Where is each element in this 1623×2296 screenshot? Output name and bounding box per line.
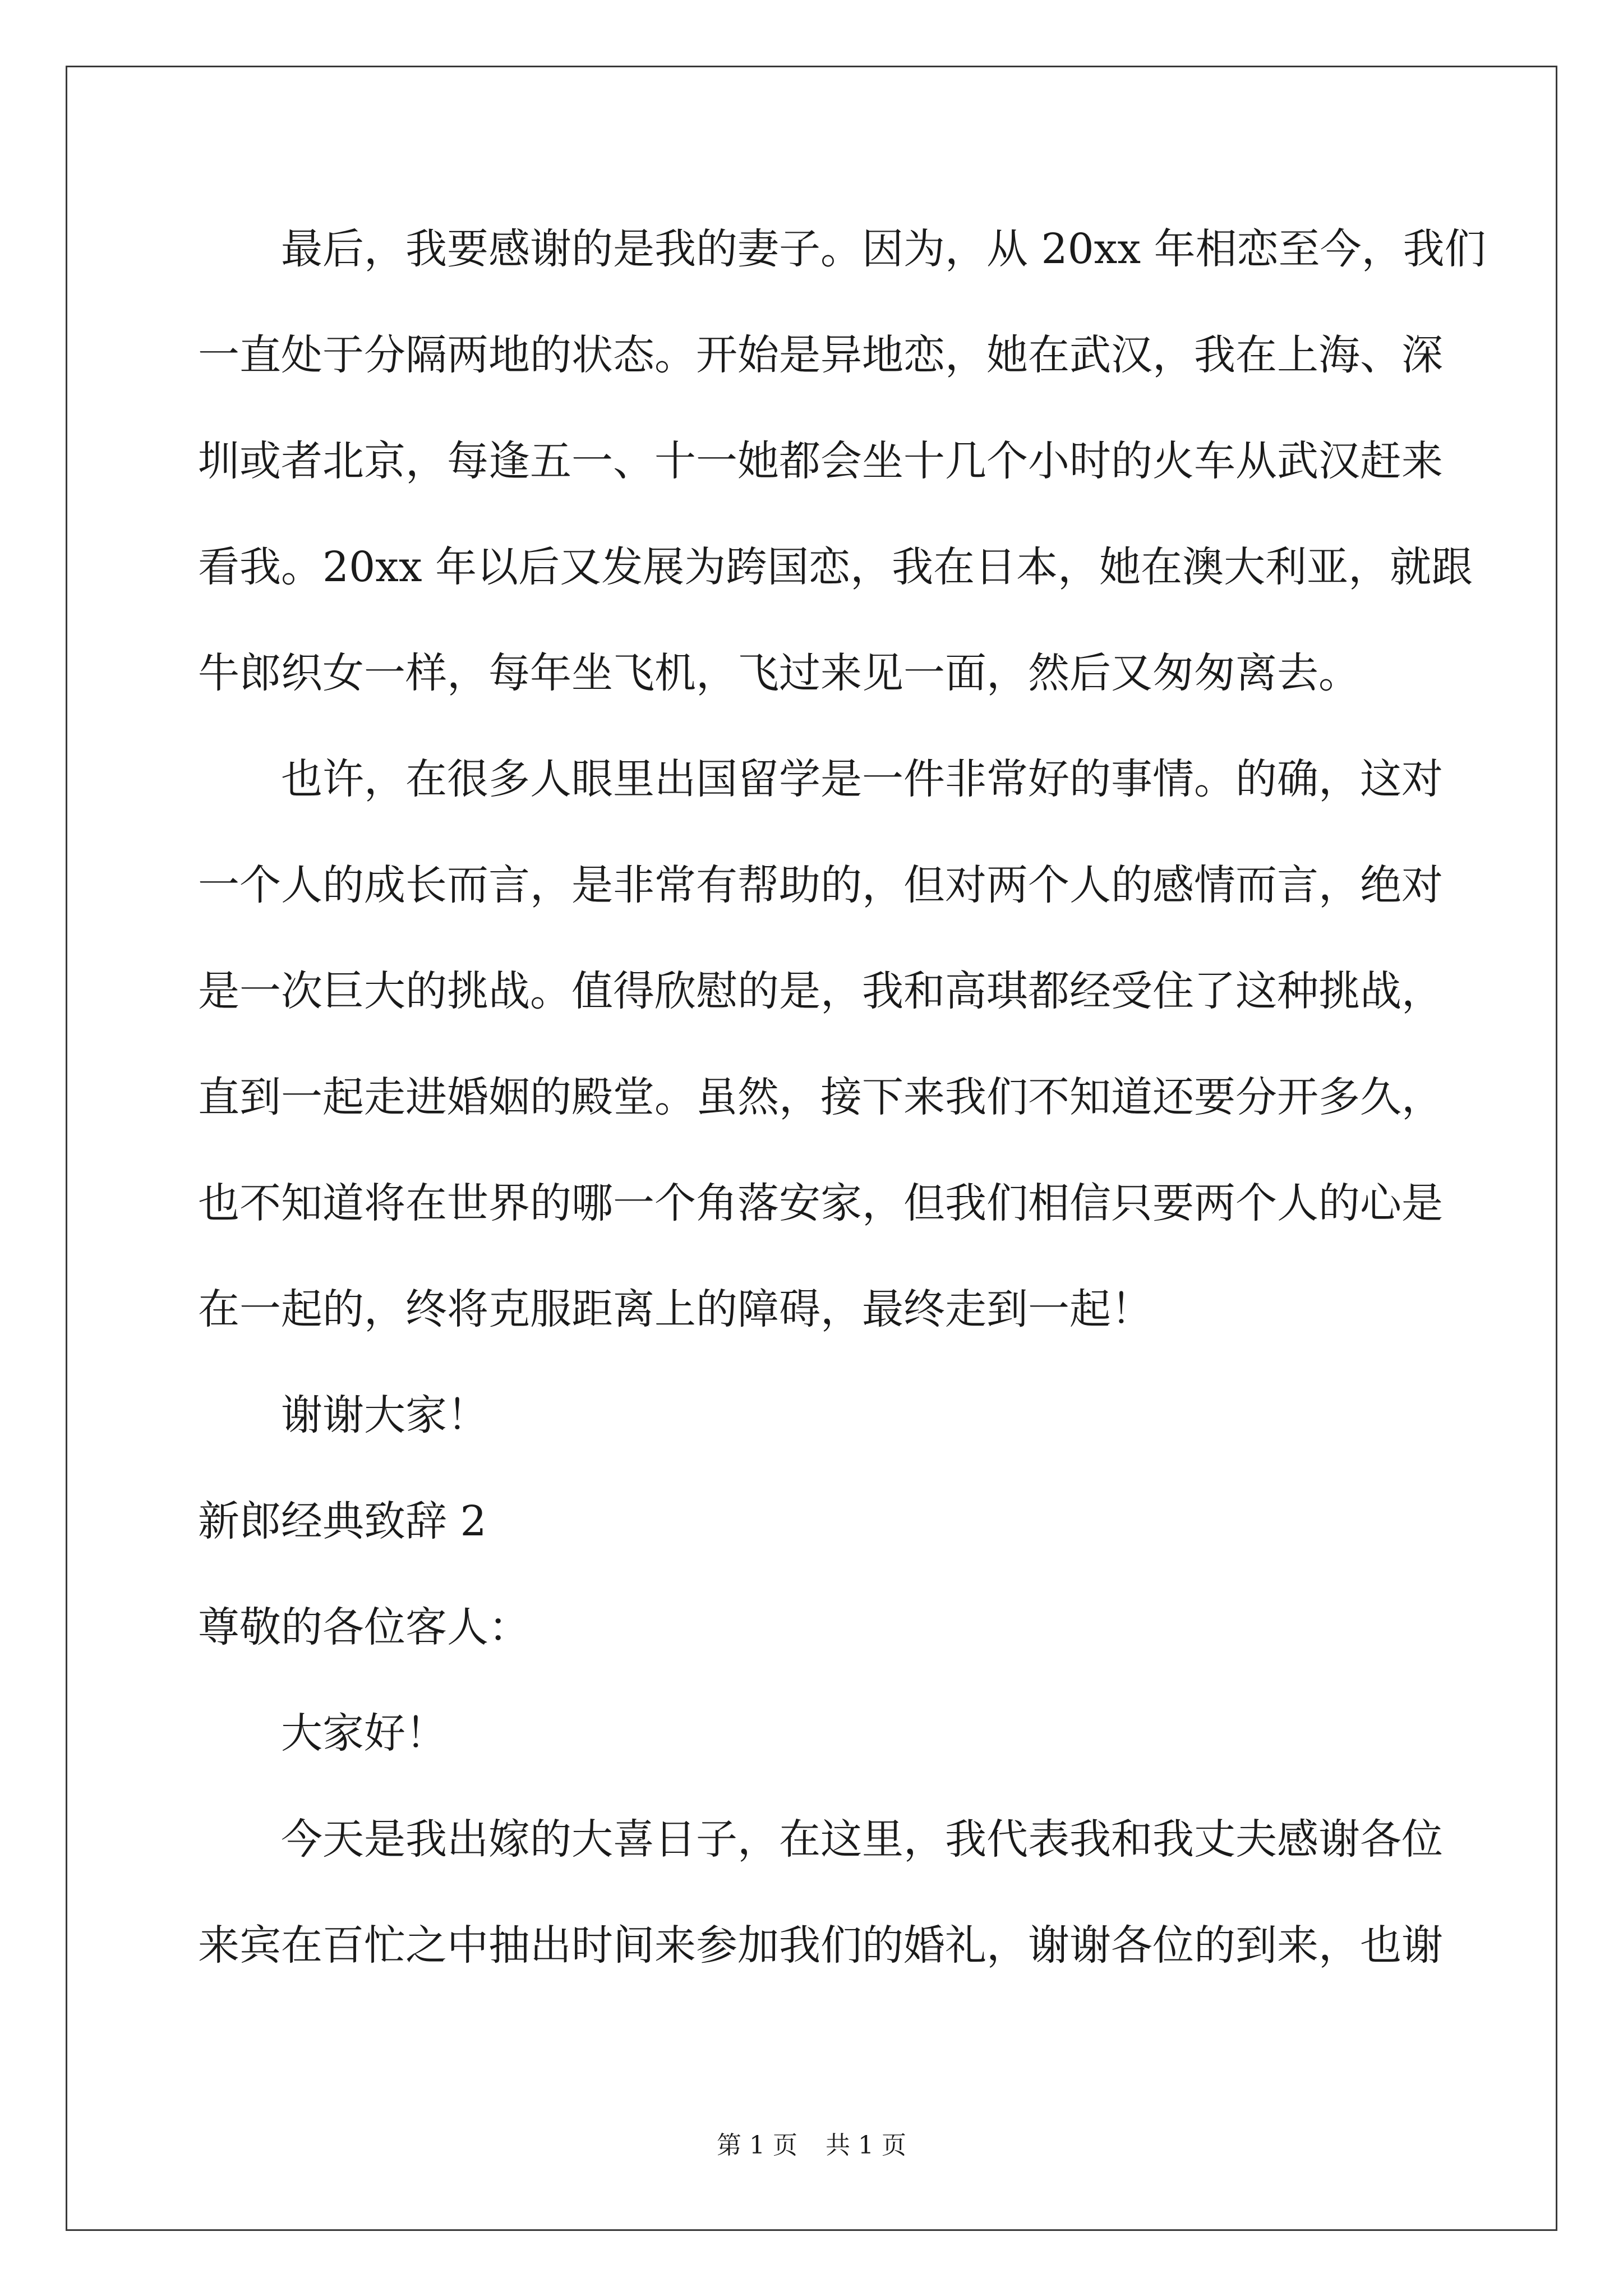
paragraph-line: 一直处于分隔两地的状态。开始是异地恋，她在武汉，我在上海、深 [198, 331, 1443, 379]
page-total: 共 1 页 [826, 2131, 906, 2160]
paragraph-line: 看我。20xx 年以后又发展为跨国恋，我在日本，她在澳大利亚，就跟 [198, 543, 1473, 591]
paragraph-line: 直到一起走进婚姻的殿堂。虽然，接下来我们不知道还要分开多久， [198, 1073, 1443, 1121]
paragraph-line: 最后，我要感谢的是我的妻子。因为，从 20xx 年相恋至今，我们 [281, 225, 1486, 273]
paragraph-line: 是一次巨大的挑战。值得欣慰的是，我和高琪都经受住了这种挑战， [198, 967, 1443, 1015]
paragraph-line: 也不知道将在世界的哪一个角落安家，但我们相信只要两个人的心是 [198, 1179, 1443, 1227]
greeting-line: 大家好！ [281, 1709, 447, 1757]
paragraph-line: 在一起的，终将克服距离上的障碍，最终走到一起！ [198, 1285, 1152, 1333]
paragraph-line: 一个人的成长而言，是非常有帮助的，但对两个人的感情而言，绝对 [198, 861, 1443, 909]
paragraph-line: 今天是我出嫁的大喜日子，在这里，我代表我和我丈夫感谢各位 [281, 1815, 1443, 1864]
paragraph-line: 牛郎织女一样，每年坐飞机，飞过来见一面，然后又匆匆离去。 [198, 649, 1360, 697]
paragraph-line: 也许，在很多人眼里出国留学是一件非常好的事情。的确，这对 [281, 755, 1443, 803]
section-heading: 新郎经典致辞 2 [198, 1497, 487, 1545]
salutation: 尊敬的各位客人： [198, 1603, 530, 1651]
paragraph-line: 圳或者北京，每逢五一、十一她都会坐十几个小时的火车从武汉赶来 [198, 437, 1443, 485]
thanks-line: 谢谢大家！ [281, 1391, 488, 1439]
page-footer [0, 2129, 1623, 2162]
paragraph-line: 来宾在百忙之中抽出时间来参加我们的婚礼，谢谢各位的到来，也谢 [198, 1921, 1443, 1970]
page-number: 第 1 页 [717, 2131, 797, 2160]
page-border [66, 66, 1557, 2231]
